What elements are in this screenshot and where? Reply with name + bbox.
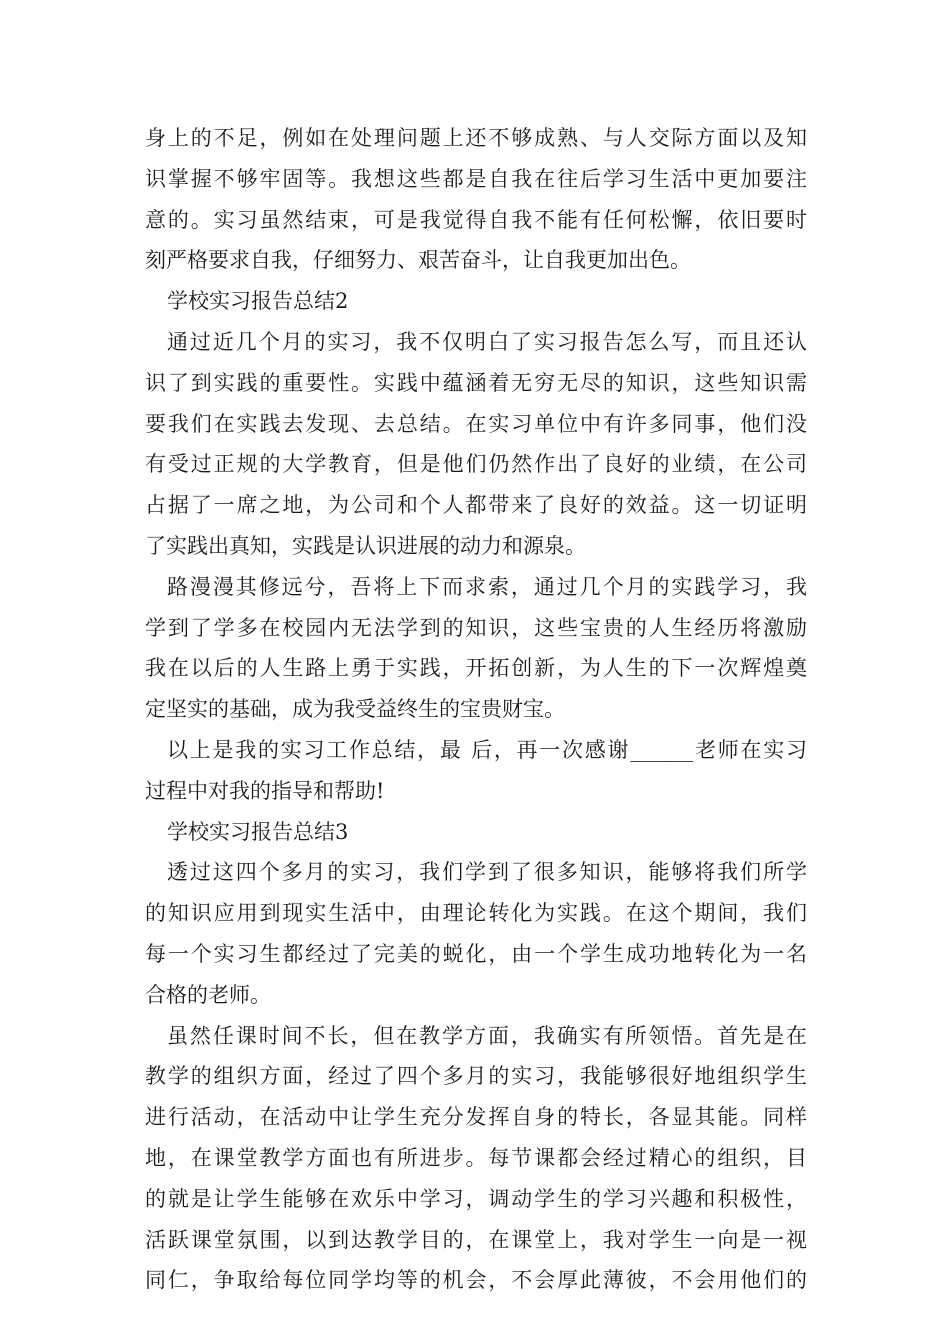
paragraph-line: 的就是让学生能够在欢乐中学习，调动学生的学习兴趣和积极性， (145, 1186, 807, 1211)
document-page (145, 118, 807, 1301)
paragraph-line: 通过近几个月的实习，我不仅明白了实习报告怎么写，而且还认 (167, 329, 807, 354)
paragraph-line: 的知识应用到现实生活中，由理论转化为实践。在这个期间，我们 (145, 901, 807, 926)
paragraph-line: 教学的组织方面，经过了四个多月的实习，我能够很好地组织学生 (145, 1064, 807, 1089)
paragraph-line: 了实践出真知，实践是认识进展的动力和源泉。 (145, 533, 586, 558)
paragraph-line: 合格的老师。 (145, 982, 271, 1007)
paragraph-line: 以上是我的实习工作总结，最 后，再一次感谢______老师在实习 (167, 737, 807, 762)
paragraph-line: 占据了一席之地，为公司和个人都带来了良好的效益。这一切证明 (145, 493, 807, 518)
paragraph (145, 118, 807, 281)
paragraph (145, 567, 807, 730)
paragraph-line: 同仁，争取给每位同学均等的机会，不会厚此薄彼，不会用他们的 (145, 1268, 807, 1293)
paragraph-line: 透过这四个多月的实习，我们学到了很多知识，能够将我们所学 (167, 860, 807, 885)
paragraph-line: 定坚实的基础，成为我受益终生的宝贵财宝。 (145, 697, 565, 722)
paragraph-line: 识掌握不够牢固等。我想这些都是自我在往后学习生活中更加要注 (145, 166, 807, 191)
paragraph (145, 322, 807, 567)
paragraph-line: 过程中对我的指导和帮助! (145, 778, 385, 803)
section-heading: 学校实习报告总结3 (167, 819, 349, 844)
paragraph-line: 活跃课堂氛围，以到达教学目的，在课堂上，我对学生一向是一视 (145, 1227, 807, 1252)
paragraph (145, 730, 807, 812)
paragraph (145, 852, 807, 1015)
paragraph-line: 身上的不足，例如在处理问题上还不够成熟、与人交际方面以及知 (145, 126, 807, 150)
paragraph-line: 学到了学多在校园内无法学到的知识，这些宝贵的人生经历将激励 (145, 615, 807, 640)
paragraph-line: 识了到实践的重要性。实践中蕴涵着无穷无尽的知识，这些知识需 (145, 370, 807, 395)
paragraph-line: 意的。实习虽然结束，可是我觉得自我不能有任何松懈，依旧要时 (145, 207, 807, 232)
paragraph-line: 进行活动，在活动中让学生充分发挥自身的特长，各显其能。同样 (145, 1105, 807, 1130)
paragraph-line: 要我们在实践去发现、去总结。在实习单位中有许多同事，他们没 (145, 411, 807, 436)
paragraph-line: 刻严格要求自我，仔细努力、艰苦奋斗，让自我更加出色。 (145, 248, 691, 273)
paragraph-line: 我在以后的人生路上勇于实践，开拓创新，为人生的下一次辉煌奠 (145, 656, 807, 681)
paragraph-line: 虽然任课时间不长，但在教学方面，我确实有所领悟。首先是在 (167, 1023, 807, 1048)
paragraph (145, 1016, 807, 1302)
paragraph-line: 地，在课堂教学方面也有所进步。每节课都会经过精心的组织，目 (145, 1145, 807, 1170)
paragraph-line: 有受过正规的大学教育，但是他们仍然作出了良好的业绩，在公司 (145, 452, 807, 477)
section-heading: 学校实习报告总结2 (167, 289, 349, 314)
paragraph-line: 每一个实习生都经过了完美的蜕化，由一个学生成功地转化为一名 (145, 941, 807, 966)
paragraph-line: 路漫漫其修远兮，吾将上下而求索，通过几个月的实践学习，我 (167, 574, 807, 599)
